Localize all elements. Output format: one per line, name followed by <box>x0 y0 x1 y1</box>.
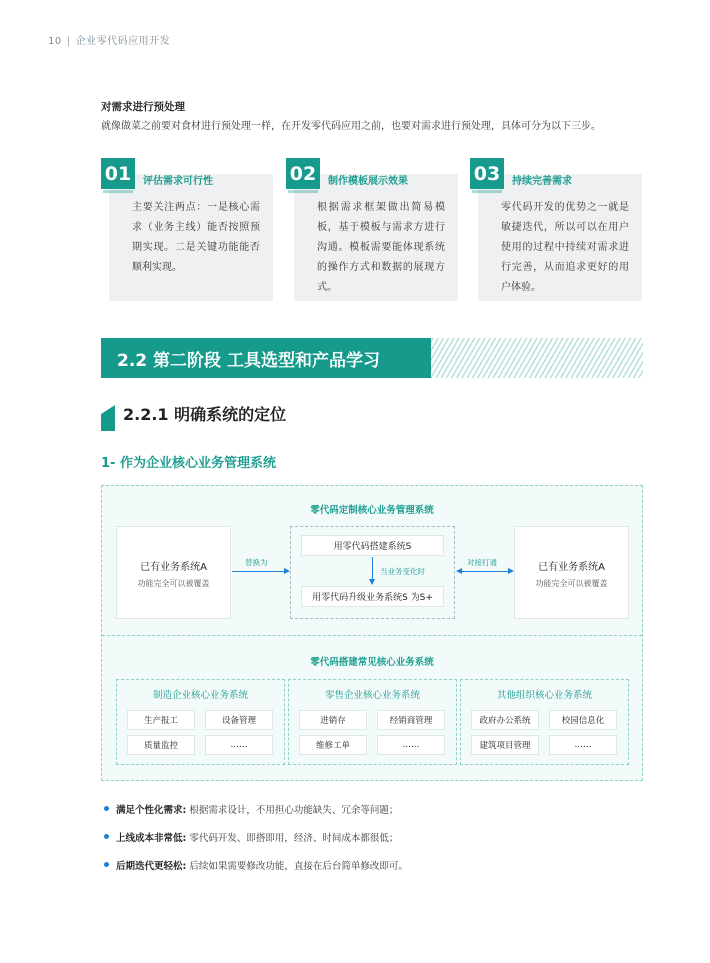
section-banner <box>101 338 643 378</box>
group-item: 进销存 <box>299 710 367 730</box>
right-arrow-icon <box>508 568 514 574</box>
diagram-bottom-title: 零代码搭建常见核心业务系统 <box>310 657 434 668</box>
group-manufacturing <box>116 679 285 765</box>
group-title: 零售企业核心业务系统 <box>324 690 420 701</box>
step-body: 主要关注两点：一是核心需求（业务主线）能否按照预期实现。二是关键功能能否顺利实现。 <box>132 202 260 273</box>
step-title: 持续完善需求 <box>512 176 572 187</box>
bullet-bold: 满足个性化需求: <box>116 805 187 816</box>
page-number: 10 <box>48 36 62 47</box>
section-title: 2.2 第二阶段 工具选型和产品学习 <box>117 351 380 371</box>
group-item: 校园信息化 <box>549 710 617 730</box>
step-number: 03 <box>470 158 504 189</box>
subsection-title: 2.2.1 明确系统的定位 <box>123 405 287 424</box>
bullet-bold: 上线成本非常低: <box>116 833 187 844</box>
group-item: …… <box>205 735 273 755</box>
heading-marker-icon <box>101 405 115 431</box>
connect-label: 对接打通 <box>467 558 497 567</box>
diagram-divider <box>102 635 642 636</box>
existing-system-right <box>514 526 629 619</box>
group-item: 维修工单 <box>299 735 367 755</box>
bullet-text: 后续如果需要修改功能，直接在后台简单修改即可。 <box>186 861 408 872</box>
change-label: 当业务变化时 <box>380 567 425 576</box>
step-card-1 <box>101 158 273 301</box>
replace-arrow-line <box>232 571 284 572</box>
group-item: 建筑项目管理 <box>471 735 539 755</box>
step-body: 根据需求框架做出简易模板，基于模板与需求方进行沟通。模板需要能体现系统的操作方式和数据的展现方式。 <box>317 202 445 293</box>
page-header: 10 | 企业零代码应用开发 <box>48 36 171 47</box>
step-card-2 <box>286 158 458 301</box>
bullet-text: 根据需求设计，不用担心功能缺失、冗余等问题； <box>186 805 399 816</box>
right-arrow-icon <box>284 568 290 574</box>
system-diagram <box>101 485 643 781</box>
step-title: 制作模板展示效果 <box>328 176 408 187</box>
upgrade-system-s: 用零代码升级业务系统S 为S+ <box>301 586 444 607</box>
intro-text: 就像做菜之前要对食材进行预处理一样，在开发零代码应用之前，也要对需求进行预处理，具体可分为以下三步。 <box>101 121 601 132</box>
step-number: 02 <box>286 158 320 189</box>
system-name: 已有业务系统A <box>538 562 605 573</box>
bullet-bold: 后期迭代更轻松: <box>116 861 187 872</box>
group-item: 政府办公系统 <box>471 710 539 730</box>
group-title: 制造企业核心业务系统 <box>152 690 248 701</box>
system-desc: 功能完全可以被覆盖 <box>535 579 608 588</box>
down-arrow-icon <box>369 579 375 585</box>
group-retail <box>288 679 457 765</box>
step-title: 评估需求可行性 <box>143 176 213 187</box>
step-body: 零代码开发的优势之一就是敏捷迭代，所以可以在用户使用的过程中持续对需求进行完善，从而追求更好的用户体验。 <box>501 202 629 293</box>
bullet-dot-icon <box>104 834 109 839</box>
banner-hatch-pattern <box>431 338 643 378</box>
group-item: …… <box>377 735 445 755</box>
group-item: 生产报工 <box>127 710 195 730</box>
group-item: 设备管理 <box>205 710 273 730</box>
benefit-list <box>104 802 408 886</box>
bullet-text: 零代码开发、即搭即用，经济、时间成本都很低； <box>186 833 399 844</box>
group-other <box>460 679 629 765</box>
replace-label: 替换为 <box>245 558 268 567</box>
bullet-dot-icon <box>104 806 109 811</box>
intro-title: 对需求进行预处理 <box>101 101 185 113</box>
list-item <box>104 802 408 830</box>
existing-system-left <box>116 526 231 619</box>
step-card-3 <box>470 158 642 301</box>
list-item <box>104 858 408 886</box>
system-desc: 功能完全可以被覆盖 <box>137 579 210 588</box>
connect-arrow-line <box>462 571 508 572</box>
chapter-title: 企业零代码应用开发 <box>75 36 171 47</box>
bullet-dot-icon <box>104 862 109 867</box>
group-item: 质量监控 <box>127 735 195 755</box>
point-title: 1- 作为企业核心业务管理系统 <box>101 456 276 471</box>
group-item: 经销商管理 <box>377 710 445 730</box>
step-number: 01 <box>101 158 135 189</box>
down-arrow-line <box>372 557 373 579</box>
build-system-s: 用零代码搭建系统S <box>301 535 444 556</box>
system-name: 已有业务系统A <box>140 562 207 573</box>
diagram-top-title: 零代码定制核心业务管理系统 <box>310 505 434 516</box>
group-title: 其他组织核心业务系统 <box>496 690 592 701</box>
list-item <box>104 830 408 858</box>
group-item: …… <box>549 735 617 755</box>
